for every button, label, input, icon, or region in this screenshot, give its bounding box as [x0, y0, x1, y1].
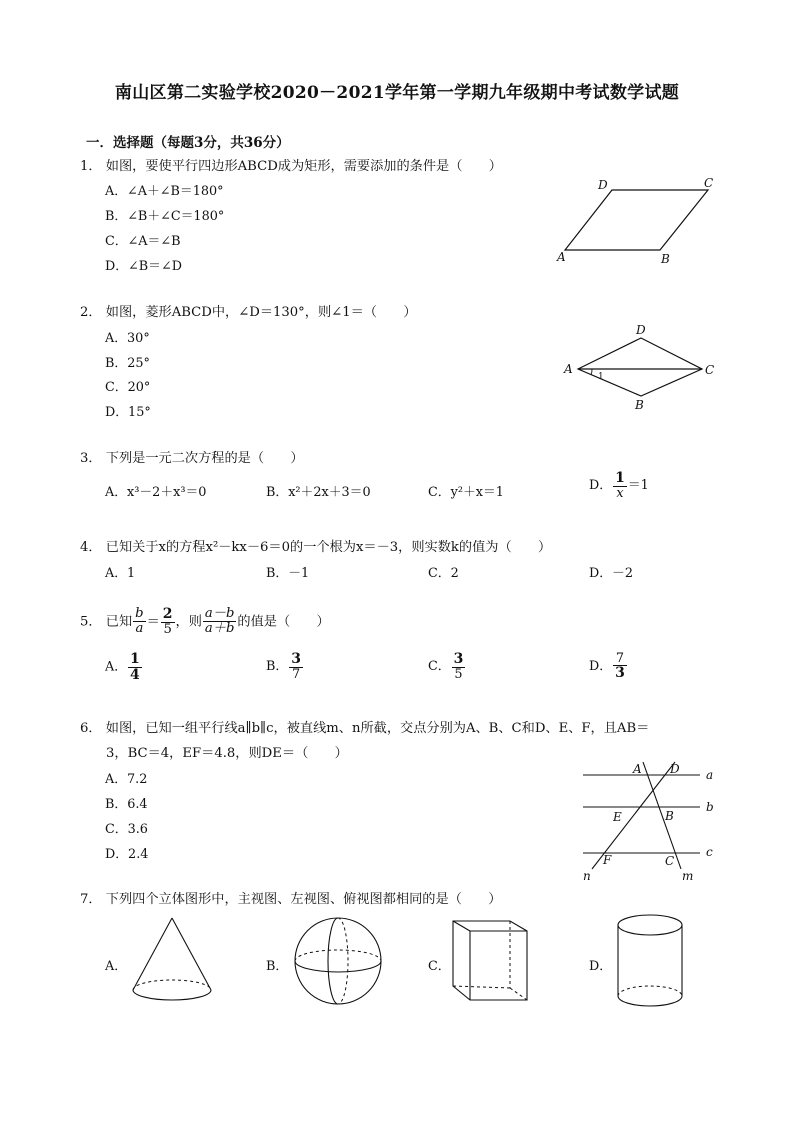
q4-option-a[interactable]: A．1: [105, 566, 136, 581]
q3-option-b[interactable]: B．x²＋2x＋3＝0: [266, 485, 371, 500]
q2-label-b: B: [635, 398, 644, 412]
fraction-numerator: a－b: [204, 606, 235, 622]
q6-label-a-point: A: [633, 762, 642, 776]
q6-label-line-n: n: [583, 869, 591, 883]
q7-option-c[interactable]: C．: [428, 959, 451, 974]
q7-option-a[interactable]: A．: [105, 959, 128, 974]
fraction-numerator: 3: [291, 651, 301, 667]
fraction-denominator: 4: [130, 666, 140, 683]
fraction-numerator: 1: [130, 651, 140, 667]
option-letter: C．: [428, 659, 451, 675]
q6-label-line-m: m: [682, 869, 694, 883]
q4-option-c[interactable]: C．2: [428, 566, 459, 581]
q7-option-d[interactable]: D．: [589, 959, 613, 974]
question-6-stem-line-1: 6． 如图，已知一组平行线a∥b∥c，被直线m、n所截，交点分别为A、B、C和D、E、F，且AB＝: [80, 721, 650, 736]
fraction-denominator: 5: [163, 621, 172, 637]
q2-option-d[interactable]: D．15°: [105, 405, 151, 420]
fraction-numerator: 7: [613, 652, 627, 666]
q1-label-b: B: [661, 252, 670, 266]
q6-label-line-a: a: [706, 768, 714, 782]
q7-option-b[interactable]: B．: [266, 959, 289, 974]
option-letter: B．: [266, 659, 289, 675]
q5-suffix: 的值是（ ）: [237, 614, 330, 630]
triangular-prism-shape: [453, 921, 527, 1000]
fraction-denominator: a＋b: [204, 621, 235, 637]
q1-option-c[interactable]: C．∠A＝∠B: [105, 234, 181, 249]
q1-option-d[interactable]: D．∠B＝∠D: [105, 259, 182, 274]
q6-option-d[interactable]: D．2.4: [105, 847, 149, 862]
q5-equals: ＝: [146, 614, 160, 630]
q2-option-c[interactable]: C．20°: [105, 380, 151, 395]
q1-option-b[interactable]: B．∠B＋∠C＝180°: [105, 209, 225, 224]
page-title: 南山区第二实验学校2020－2021学年第一学期九年级期中考试数学试题: [114, 83, 680, 103]
section-heading: 一．选择题（每题3分，共36分）: [86, 135, 290, 151]
q2-label-c: C: [705, 363, 715, 377]
q6-label-b-point: B: [665, 809, 674, 823]
q1-label-a: A: [557, 250, 566, 264]
q1-option-a[interactable]: A．∠A＋∠B＝180°: [105, 184, 224, 199]
fraction-denominator: x: [616, 485, 624, 501]
question-3-stem: 3． 下列是一元二次方程的是（ ）: [80, 451, 304, 466]
q6-label-e-point: E: [613, 810, 622, 824]
fraction-numerator: 2: [162, 606, 173, 622]
fraction-denominator: a: [135, 621, 144, 637]
q6-label-line-b: b: [706, 800, 714, 814]
q5-mid: ，则: [175, 614, 202, 630]
q3-option-a[interactable]: A．x³－2＋x³＝0: [105, 485, 207, 500]
cylinder-shape: [618, 915, 682, 1006]
q6-option-b[interactable]: B．6.4: [105, 797, 148, 812]
q4-option-b[interactable]: B．－1: [266, 566, 310, 581]
q6-label-line-c: c: [706, 845, 713, 859]
q3-option-d-tail: ＝1: [627, 478, 649, 494]
option-letter: A．: [105, 659, 128, 675]
q6-option-c[interactable]: C．3.6: [105, 822, 148, 837]
question-7-stem: 7． 下列四个立体图形中，主视图、左视图、俯视图都相同的是（ ）: [80, 892, 502, 907]
cone-shape: [133, 918, 211, 1000]
q6-label-d-point: D: [670, 762, 680, 776]
fraction-numerator: 1: [615, 470, 625, 486]
fraction-denominator: 5: [454, 666, 463, 682]
q1-label-c: C: [704, 176, 714, 190]
q6-label-f-point: F: [603, 853, 612, 867]
q6-label-c-point: C: [665, 854, 675, 868]
fraction-denominator: 7: [292, 666, 301, 682]
q3-option-d-letter: D．: [589, 478, 613, 494]
question-2-stem: 2． 如图，菱形ABCD中，∠D＝130°，则∠1＝（ ）: [80, 305, 417, 320]
q2-option-b[interactable]: B．25°: [105, 356, 150, 371]
question-6-stem-line-2: 3，BC＝4，EF＝4.8，则DE＝（ ）: [106, 746, 348, 761]
option-letter: D．: [589, 659, 613, 675]
fraction-denominator: 3: [615, 665, 625, 682]
fraction-numerator: 3: [453, 651, 464, 667]
q2-option-a[interactable]: A．30°: [105, 331, 150, 346]
sphere-shape: [295, 918, 381, 1004]
q2-label-a: A: [564, 362, 573, 376]
fraction-numerator: b: [135, 606, 144, 622]
q6-option-a[interactable]: A．7.2: [105, 772, 148, 787]
q2-label-d: D: [636, 323, 646, 337]
q5-prefix: 5． 已知: [80, 614, 133, 630]
question-4-stem: 4． 已知关于x的方程x²－kx－6＝0的一个根为x＝－3，则实数k的值为（ ）: [80, 540, 552, 555]
q2-label-angle-1: 1: [598, 372, 604, 382]
q3-option-c[interactable]: C．y²＋x＝1: [428, 485, 504, 500]
question-1-stem: 1． 如图，要使平行四边形ABCD成为矩形，需要添加的条件是（ ）: [80, 159, 502, 174]
q4-option-d[interactable]: D．－2: [589, 566, 633, 581]
q1-label-d: D: [598, 178, 608, 192]
